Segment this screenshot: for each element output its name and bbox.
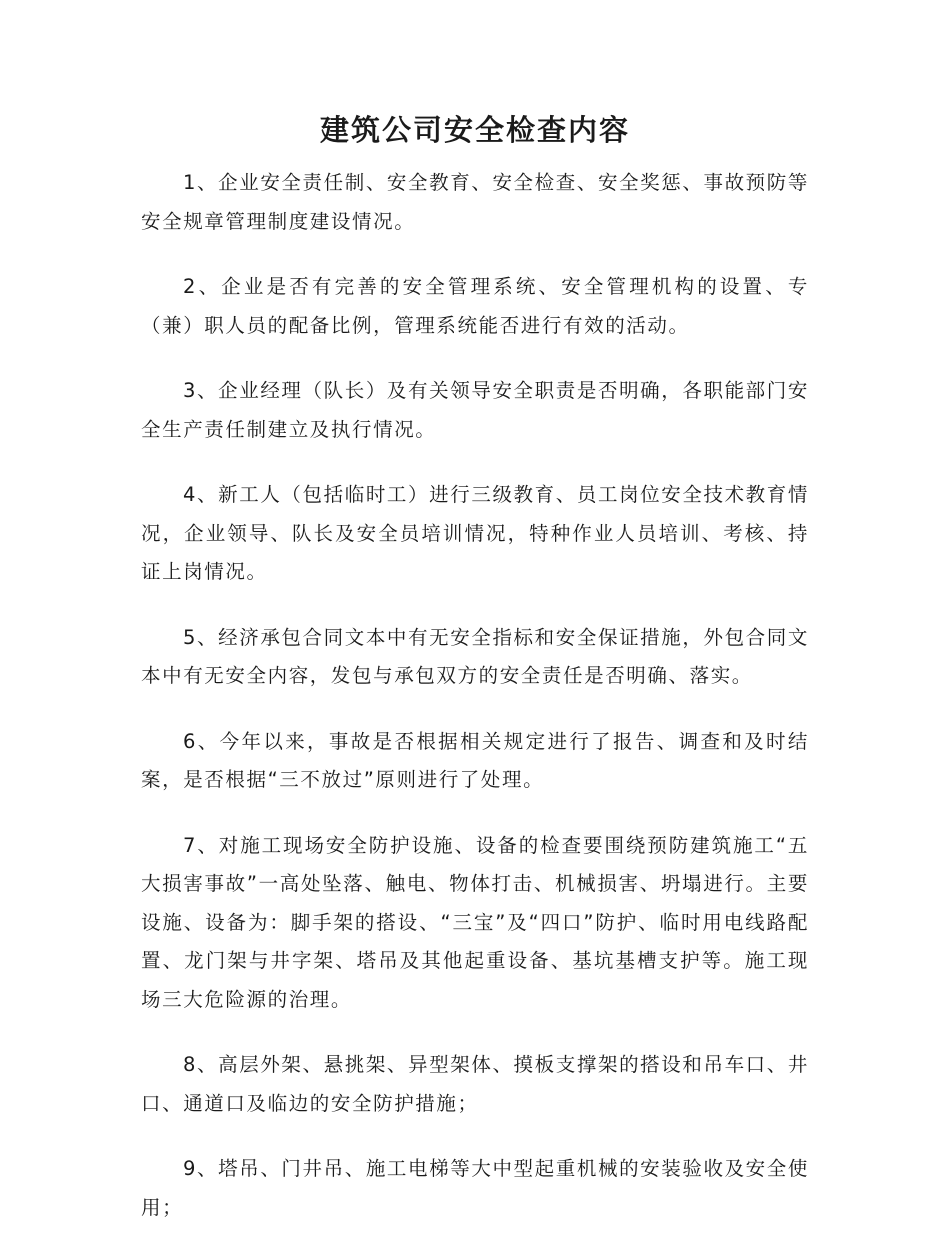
paragraph-5: 5、经济承包合同文本中有无安全指标和安全保证措施，外包合同文本中有无安全内容，发包与承包双方的安全责任是否明确、落实。 — [141, 625, 809, 687]
paragraph-9: 9、塔吊、门井吊、施工电梯等大中型起重机械的安装验收及安全使用； — [141, 1157, 809, 1219]
paragraph-4: 4、新工人（包括临时工）进行三级教育、员工岗位安全技术教育情况，企业领导、队长及安全员培训情况，特种作业人员培训、考核、持证上岗情况。 — [141, 483, 809, 583]
document-title: 建筑公司安全检查内容 — [319, 113, 630, 147]
paragraph-3: 3、企业经理（队长）及有关领导安全职责是否明确，各职能部门安全生产责任制建立及执行情况。 — [141, 379, 809, 441]
paragraph-8: 8、高层外架、悬挑架、异型架体、摸板支撑架的搭设和吊车口、井口、通道口及临边的安全防护措施； — [141, 1053, 809, 1115]
paragraph-6: 6、今年以来，事故是否根据相关规定进行了报告、调查和及时结案，是否根据“三不放过”原则进行了处理。 — [141, 729, 809, 791]
document-body — [141, 164, 809, 1254]
paragraph-7: 7、对施工现场安全防护设施、设备的检查要围绕预防建筑施工“五大损害事故”一高处坠落、触电、物体打击、机械损害、坍塌进行。主要设施、设备为：脚手架的搭设、“三宝”及“四口”防护、临时用电线路配置、龙门架与井字架、塔吊及其他起重设备、基坑基槽支护等。施工现场三大危险源的治理。 — [141, 833, 809, 1011]
paragraph-2: 2、企业是否有完善的安全管理系统、安全管理机构的设置、专（兼）职人员的配备比例，管理系统能否进行有效的活动。 — [141, 275, 809, 337]
paragraph-1: 1、企业安全责任制、安全教育、安全检查、安全奖惩、事故预防等安全规章管理制度建设情况。 — [141, 171, 809, 233]
